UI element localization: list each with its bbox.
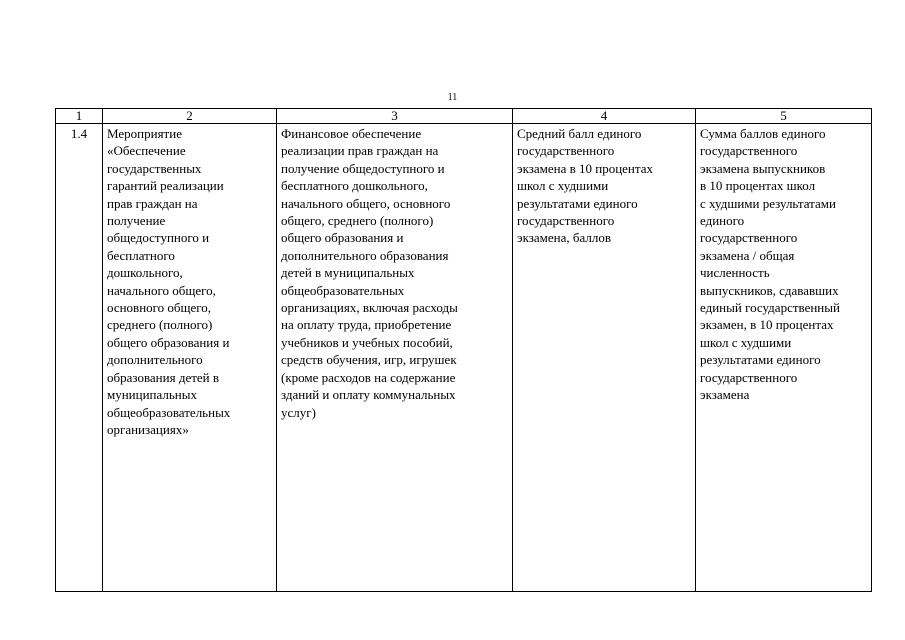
calculation-formula-cell: Сумма баллов единого государственного экзамена выпускников в 10 процентах школ с худшими результатами единого государственного экзамена / общая численность выпускников, сдававших единый государственный экзамен, в 10 процентах школ с худшими результатами единого государственного экзамена <box>696 124 872 592</box>
row-number-cell: 1.4 <box>56 124 103 592</box>
indicator-cell: Средний балл единого государственного экзамена в 10 процентах школ с худшими результатами единого государственного экзамена, баллов <box>513 124 696 592</box>
header-col-2: 2 <box>103 109 277 124</box>
indicators-table <box>55 108 872 592</box>
page-number: 11 <box>447 92 458 103</box>
measure-name-cell: Мероприятие «Обеспечение государственных гарантий реализации прав граждан на получение общедоступного и бесплатного дошкольного, начального общего, основного общего, среднего (полного) общего образования и дополнительного образования детей в муниципальных общеобразовательных организациях» <box>103 124 277 592</box>
header-col-1: 1 <box>56 109 103 124</box>
header-col-3: 3 <box>277 109 513 124</box>
table-header-row <box>56 109 872 124</box>
table-row <box>56 124 872 592</box>
header-col-5: 5 <box>696 109 872 124</box>
header-col-4: 4 <box>513 109 696 124</box>
measure-description-cell: Финансовое обеспечение реализации прав граждан на получение общедоступного и бесплатного дошкольного, начального общего, основного общего, среднего (полного) общего образования и дополнительного образования детей в муниципальных общеобразовательных организациях, включая расходы на оплату труда, приобретение учебников и учебных пособий, средств обучения, игр, игрушек (кроме расходов на содержание зданий и оплату коммунальных услуг) <box>277 124 513 592</box>
